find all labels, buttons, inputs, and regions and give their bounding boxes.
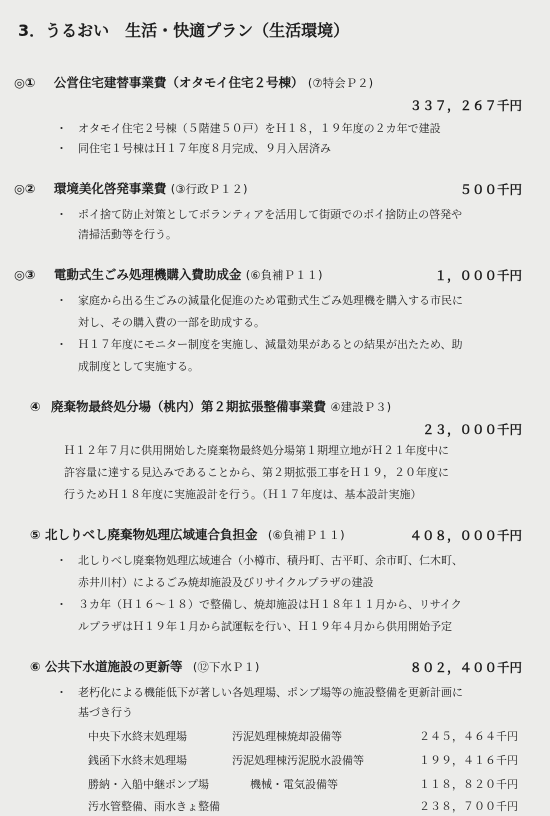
bullet-text: ・ オタモイ住宅２号棟（５階建５０戸）をＨ１８，１９年度の２カ年で建設 [56, 122, 441, 135]
bullet-text: ルプラザはＨ１９年１月から試運転を行い、Ｈ１９年４月から供用開始予定 [78, 620, 452, 633]
subitem-work: 機械・電気設備等 [250, 778, 338, 791]
item-number: ◎② [14, 181, 36, 196]
bullet-text: 対し、その購入費の一部を助成する。 [78, 316, 265, 329]
bullet-text: ・ 北しりべし廃棄物処理広域連合（小樽市、積丹町、古平町、余市町、仁木町、 [56, 554, 463, 567]
item-number: ⑤ [30, 527, 41, 542]
item-number: ④ [30, 399, 41, 414]
item-heading [30, 526, 345, 544]
body-text: Ｈ１２年７月に供用開始した廃棄物最終処分場第１期埋立地がＨ２１年度中に [64, 444, 449, 457]
subitem-work: 汚泥処理棟汚泥脱水設備等 [232, 754, 364, 767]
bullet-text: 赤井川村）によるごみ焼却施設及びリサイクルプラザの建設 [78, 576, 374, 589]
item-heading [14, 266, 323, 284]
item-title: 環境美化啓発事業費 [53, 181, 167, 196]
subitem-place: 勝納・入船中継ポンプ場 [88, 778, 209, 791]
item-title: 北しりべし廃棄物処理広域連合負担金 [44, 527, 258, 542]
item-amount: １，０００千円 [434, 268, 522, 283]
subitem-work: 汚泥処理棟焼却設備等 [232, 730, 342, 743]
item-title: 廃棄物最終処分場（桃内）第２期拡張整備事業費 [50, 399, 326, 414]
item-title: 電動式生ごみ処理機購入費助成金 [53, 267, 242, 282]
bullet-text: ・ 家庭から出る生ごみの減量化促進のため電動式生ごみ処理機を購入する市民に [56, 294, 463, 307]
subitem-amount: ２４５，４６４千円 [419, 730, 518, 743]
item-title: 公営住宅建替事業費（オタモイ住宅２号棟） [53, 75, 304, 90]
body-text: 行うためＨ１８年度に実施設計を行う。（Ｈ１７年度は、基本設計実施） [64, 488, 422, 501]
item-number: ◎① [14, 75, 36, 90]
item-heading [30, 398, 391, 416]
item-amount: ２３，０００千円 [421, 422, 522, 437]
page-title: 3．うるおい 生活・快適プラン（生活環境） [18, 21, 350, 40]
bullet-text: 清掃活動等を行う。 [78, 228, 177, 241]
item-amount: ４０８，０００千円 [409, 528, 522, 543]
item-title: 公共下水道施設の更新等 [44, 659, 183, 674]
bullet-text: 成制度として実施する。 [78, 360, 199, 373]
item-reference: (⑥負補Ｐ１１) [267, 528, 345, 542]
item-heading [30, 658, 259, 676]
item-heading [14, 180, 248, 198]
subitem-amount: ２３８，７００千円 [419, 800, 518, 813]
subitem-place: 銭函下水終末処理場 [88, 754, 187, 767]
subitem-place: 汚水管整備、雨水きょ整備 [88, 800, 220, 813]
bullet-text: ・ ポイ捨て防止対策としてボランティアを活用して街頭でのポイ捨防止の啓発や [56, 208, 463, 221]
subitem-place: 中央下水終末処理場 [88, 730, 187, 743]
item-reference: (③行政Ｐ１２) [170, 182, 248, 196]
item-amount: ３３７，２６７千円 [409, 98, 522, 113]
item-number: ⑥ [30, 659, 41, 674]
item-reference: (⑫下水Ｐ１) [192, 660, 260, 674]
bullet-text: ・ 同住宅１号棟はＨ１７年度８月完成、９月入居済み [56, 142, 331, 155]
subitem-amount: １９９，４１６千円 [419, 754, 518, 767]
bullet-text: ・ Ｈ１７年度にモニター制度を実施し、減量効果があるとの結果が出たため、助 [56, 338, 463, 351]
item-number: ◎③ [14, 267, 36, 282]
item-heading [14, 74, 373, 92]
bullet-text: ・ 老朽化による機能低下が著しい各処理場、ポンプ場等の施設整備を更新計画に [56, 686, 463, 699]
item-reference: ④建設Ｐ３) [330, 400, 392, 414]
bullet-text: 基づき行う [78, 706, 133, 719]
bullet-text: ・ ３カ年（Ｈ１６～１８）で整備し、焼却施設はＨ１８年１１月から、リサイク [56, 598, 462, 611]
subitem-amount: １１８，８２０千円 [419, 778, 518, 791]
item-reference: (⑦特会Ｐ２) [307, 76, 374, 90]
item-amount: ８０２，４００千円 [409, 660, 522, 675]
body-text: 許容量に達する見込みであることから、第２期拡張工事をＨ１９，２０年度に [64, 466, 449, 479]
item-amount: ５００千円 [459, 182, 522, 197]
item-reference: (⑥負補Ｐ１１) [245, 268, 323, 282]
